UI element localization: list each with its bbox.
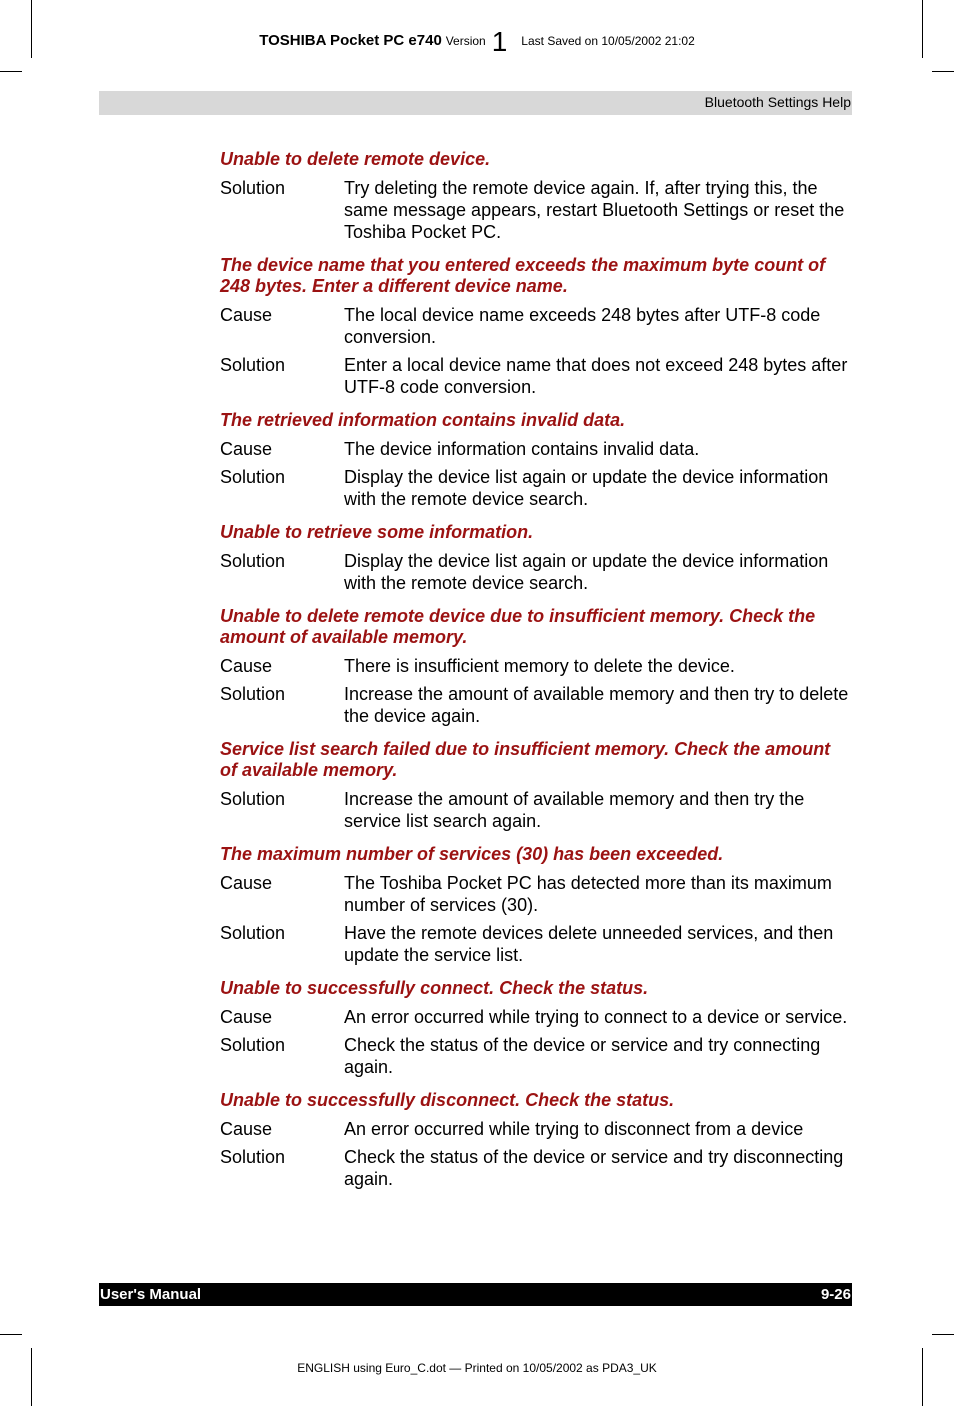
last-saved: Last Saved on 10/05/2002 21:02 xyxy=(521,34,695,48)
document-title-line xyxy=(0,20,954,57)
message-row xyxy=(220,922,855,966)
message-row xyxy=(220,1118,855,1140)
row-label: Solution xyxy=(220,355,286,375)
message-heading: Unable to delete remote device due to insufficient memory. Check the amount of available memory. xyxy=(220,606,816,647)
row-text: The local device name exceeds 248 bytes after UTF-8 code conversion. xyxy=(344,305,821,347)
crop-mark xyxy=(932,71,954,72)
message-row xyxy=(220,466,855,510)
crop-mark xyxy=(932,1334,954,1335)
message-heading: Unable to retrieve some information. xyxy=(220,522,534,542)
message-section xyxy=(220,1090,855,1190)
message-row xyxy=(220,788,855,832)
crop-mark xyxy=(0,71,22,72)
row-text: Check the status of the device or service and try connecting again. xyxy=(344,1035,821,1077)
message-section xyxy=(220,978,855,1078)
message-row xyxy=(220,1034,855,1078)
row-label: Solution xyxy=(220,1147,286,1167)
row-label: Cause xyxy=(220,1119,273,1139)
row-text: The Toshiba Pocket PC has detected more than its maximum number of services (30). xyxy=(344,873,832,915)
message-row xyxy=(220,304,855,348)
message-row xyxy=(220,177,855,243)
message-heading: Unable to successfully connect. Check the status. xyxy=(220,978,649,998)
troubleshooting-content xyxy=(220,149,855,1202)
manual-label: User's Manual xyxy=(100,1286,202,1303)
message-row xyxy=(220,1006,855,1028)
version-label: Version xyxy=(445,34,486,48)
row-label: Solution xyxy=(220,789,286,809)
row-text: Increase the amount of available memory and then try to delete the device again. xyxy=(344,684,849,726)
message-section xyxy=(220,410,855,510)
message-heading: Service list search failed due to insufficient memory. Check the amount of available memory. xyxy=(220,739,831,780)
message-row xyxy=(220,438,855,460)
row-text: Display the device list again or update the device information with the remote device search. xyxy=(344,551,829,593)
message-section xyxy=(220,149,855,243)
row-label: Solution xyxy=(220,923,286,943)
running-footer xyxy=(99,1283,852,1306)
row-label: Solution xyxy=(220,1035,286,1055)
message-section xyxy=(220,739,855,832)
row-text: Display the device list again or update the device information with the remote device search. xyxy=(344,467,829,509)
row-text: There is insufficient memory to delete the device. xyxy=(344,656,735,676)
crop-mark xyxy=(922,1348,923,1406)
row-label: Cause xyxy=(220,439,273,459)
crop-mark xyxy=(0,1334,22,1335)
row-text: Try deleting the remote device again. If, after trying this, the same message appears, restart Bluetooth Settings or reset the Toshiba Pocket PC. xyxy=(344,178,845,242)
message-section xyxy=(220,255,855,398)
row-label: Cause xyxy=(220,305,273,325)
row-label: Cause xyxy=(220,873,273,893)
message-heading: Unable to delete remote device. xyxy=(220,149,491,169)
row-label: Solution xyxy=(220,551,286,571)
row-text: Enter a local device name that does not exceed 248 bytes after UTF-8 code conversion. xyxy=(344,355,848,397)
version-number: 1 xyxy=(491,26,508,57)
message-row xyxy=(220,1146,855,1190)
row-label: Solution xyxy=(220,467,286,487)
page-number: 9-26 xyxy=(820,1286,851,1303)
row-label: Cause xyxy=(220,1007,273,1027)
message-heading: The retrieved information contains invalid data. xyxy=(220,410,626,430)
section-title: Bluetooth Settings Help xyxy=(704,94,851,110)
message-heading: The maximum number of services (30) has been exceeded. xyxy=(220,844,724,864)
row-label: Cause xyxy=(220,656,273,676)
row-text: An error occurred while trying to disconnect from a device xyxy=(344,1119,804,1139)
crop-mark xyxy=(31,1348,32,1406)
message-heading: The device name that you entered exceeds the maximum byte count of 248 bytes. Enter a different device name. xyxy=(220,255,826,296)
message-row xyxy=(220,550,855,594)
row-text: Increase the amount of available memory and then try the service list search again. xyxy=(344,789,805,831)
document-title: TOSHIBA Pocket PC e740 xyxy=(259,32,442,49)
row-label: Solution xyxy=(220,684,286,704)
running-header xyxy=(99,91,852,115)
message-row xyxy=(220,872,855,916)
message-section xyxy=(220,606,855,727)
message-row xyxy=(220,655,855,677)
row-text: An error occurred while trying to connect to a device or service. xyxy=(344,1007,848,1027)
message-heading: Unable to successfully disconnect. Check the status. xyxy=(220,1090,675,1110)
message-section xyxy=(220,522,855,594)
message-section xyxy=(220,844,855,966)
row-text: Check the status of the device or service and try disconnecting again. xyxy=(344,1147,844,1189)
print-info: ENGLISH using Euro_C.dot — Printed on 10/05/2002 as PDA3_UK xyxy=(297,1361,657,1375)
row-text: The device information contains invalid data. xyxy=(344,439,700,459)
row-text: Have the remote devices delete unneeded services, and then update the service list. xyxy=(344,923,834,965)
message-row xyxy=(220,354,855,398)
message-row xyxy=(220,683,855,727)
row-label: Solution xyxy=(220,178,286,198)
